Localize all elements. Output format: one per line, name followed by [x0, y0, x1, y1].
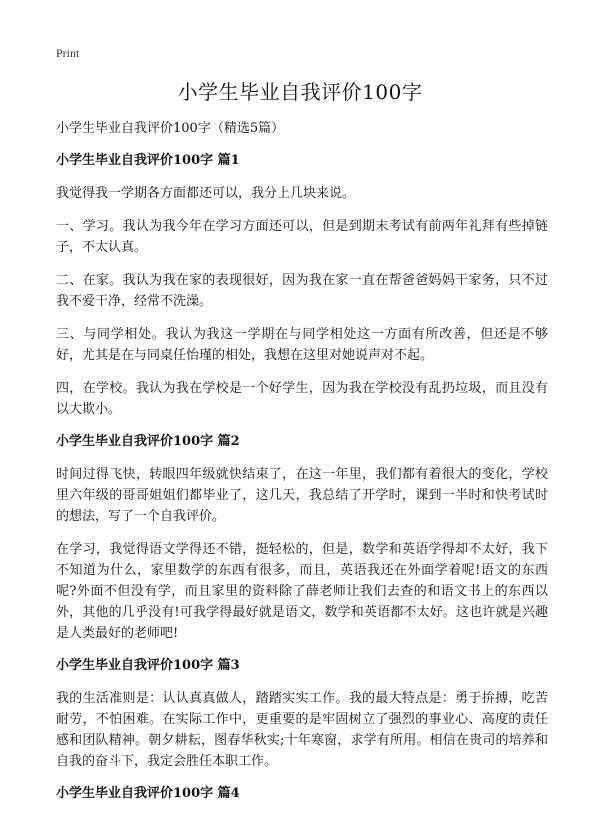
- paragraph: 四，在学校。我认为我在学校是一个好学生，因为我在学校没有乱扔垃圾，而且没有以大欺小。: [56, 381, 548, 417]
- paragraph: 一、学习。我认为我今年在学习方面还可以，但是到期末考试有前两年礼拜有些掉链子，不太认真。: [56, 219, 548, 255]
- document-title: 小学生毕业自我评价100字: [177, 80, 423, 104]
- section-heading: 小学生毕业自我评价100字 篇2: [56, 434, 240, 449]
- section-4: [56, 784, 548, 804]
- paragraph: 我觉得我一学期各方面都还可以，我分上几块来说。: [56, 186, 356, 201]
- section-heading: 小学生毕业自我评价100字 篇3: [56, 658, 240, 673]
- section-3: [56, 656, 548, 772]
- paragraph: 三、与同学相处。我认为我这一学期在与同学相处这一方面有所改善，但还是不够好，尤其是在与同桌任怡瑾的相处，我想在这里对她说声对不起。: [56, 327, 548, 363]
- paragraph: 时间过得飞快，转眼四年级就快结束了，在这一年里，我们都有着很大的变化，学校里六年级的哥哥姐姐们都毕业了，这几天，我总结了开学时，课到一半时和快考试时的想法，写了一个自我评价。: [56, 467, 548, 524]
- paragraph: 在学习，我觉得语文学得还不错，挺轻松的，但是，数学和英语学得却不太好，我下不知道为什么，家里数学的东西有很多，而且，英语我还在外面学着呢!语文的东西呢?外面不但没有学，而且家里的资料除了薛老师让我们去查的和语文书上的东西以外，其他的几乎没有!可我学得最好就是语文，数学和英语都不太好。这也许就是兴趣是人类最好的老师吧!: [56, 542, 548, 641]
- section-2: [56, 432, 548, 644]
- paragraph: 二、在家。我认为我在家的表现很好，因为我在家一直在帮爸爸妈妈干家务，只不过我不爱干净，经常不洗澡。: [56, 273, 548, 309]
- section-1: [56, 151, 548, 420]
- section-heading: 小学生毕业自我评价100字 篇1: [56, 153, 240, 168]
- section-heading: 小学生毕业自我评价100字 篇4: [56, 786, 240, 801]
- document-body: [56, 119, 548, 816]
- print-link[interactable]: Print: [56, 46, 80, 60]
- paragraph: 我的生活准则是：认认真真做人，踏踏实实工作。我的最大特点是：勇于拚搏，吃苦耐劳，不怕困难。在实际工作中，更重要的是牢固树立了强烈的事业心、高度的责任感和团队精神。朝夕耕耘，图春华秋实;十年寒窗，求学有所用。相信在贵司的培养和自我的奋斗下，我定会胜任本职工作。: [56, 691, 548, 769]
- document-subtitle: 小学生毕业自我评价100字（精选5篇）: [56, 121, 285, 136]
